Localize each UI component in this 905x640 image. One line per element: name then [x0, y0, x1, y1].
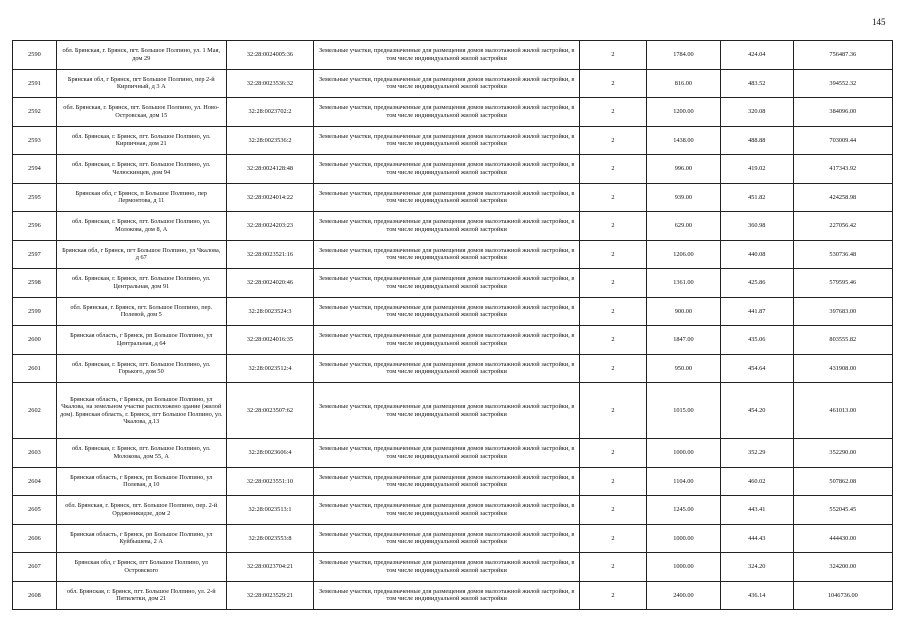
- table-row: [13, 326, 893, 355]
- group-cell: 2: [580, 467, 647, 496]
- area-cell: 900.00: [646, 297, 720, 326]
- cadastral-value-cell: 552045.45: [793, 496, 892, 525]
- group-cell: 2: [580, 354, 647, 383]
- row-number-cell: 2596: [13, 212, 57, 241]
- address-cell: Брянская обл, г Брянск, пгт Большое Полпино, пер 2-й Кирпичный, д 3 А: [56, 69, 226, 98]
- area-cell: 996.00: [646, 155, 720, 184]
- address-cell: обл. Брянская, г. Брянск, пгт. Большое Полпино, ул. Ново-Островская, дом 15: [56, 98, 226, 127]
- table-row: [13, 383, 893, 439]
- cadastral-number-cell: 32:28:0023704:21: [226, 553, 314, 582]
- row-number-cell: 2604: [13, 467, 57, 496]
- table-row: [13, 553, 893, 582]
- row-number-cell: 2606: [13, 524, 57, 553]
- cadastral-number-cell: 32:28:0023513:1: [226, 496, 314, 525]
- table-row: [13, 69, 893, 98]
- address-cell: обл. Брянская, г. Брянск, пгт. Большое Полпино, ул. Горького, дом 50: [56, 354, 226, 383]
- area-cell: 950.00: [646, 354, 720, 383]
- table-row: [13, 354, 893, 383]
- cadastral-value-cell: 530736.48: [793, 240, 892, 269]
- specific-value-cell: 454.20: [720, 383, 793, 439]
- table-row: [13, 467, 893, 496]
- table-row: [13, 98, 893, 127]
- group-cell: 2: [580, 183, 647, 212]
- cadastral-number-cell: 32:28:0024020:46: [226, 269, 314, 298]
- address-cell: Брянская область, г Брянск, рп Большое Полпино, ул Чкалова, на земельном участке расположено здание (жилой дом). Брянская область, г. Брянск, пгт Большое Полпино, ул. Чкалова, д.13: [56, 383, 226, 439]
- permitted-use-cell: Земельные участки, предназначенные для размещения домов малоэтажной жилой застройки, в том числе индивидуальной жилой застройки: [314, 467, 580, 496]
- permitted-use-cell: Земельные участки, предназначенные для размещения домов малоэтажной жилой застройки, в том числе индивидуальной жилой застройки: [314, 41, 580, 70]
- row-number-cell: 2602: [13, 383, 57, 439]
- area-cell: 1104.00: [646, 467, 720, 496]
- permitted-use-cell: Земельные участки, предназначенные для размещения домов малоэтажной жилой застройки, в том числе индивидуальной жилой застройки: [314, 269, 580, 298]
- group-cell: 2: [580, 155, 647, 184]
- area-cell: 1206.00: [646, 240, 720, 269]
- cadastral-number-cell: 32:28:0023521:16: [226, 240, 314, 269]
- area-cell: 1245.00: [646, 496, 720, 525]
- cadastral-value-cell: 461013.00: [793, 383, 892, 439]
- group-cell: 2: [580, 439, 647, 468]
- table-row: [13, 126, 893, 155]
- address-cell: обл. Брянская, г. Брянск, пгт. Большое Полпино, пер. Полевой, дом 5: [56, 297, 226, 326]
- specific-value-cell: 443.41: [720, 496, 793, 525]
- specific-value-cell: 424.04: [720, 41, 793, 70]
- address-cell: обл. Брянская, г. Брянск, пгт. Большое Полпино, ул. Молокова, дом 55, А: [56, 439, 226, 468]
- permitted-use-cell: Земельные участки, предназначенные для размещения домов малоэтажной жилой застройки, в том числе индивидуальной жилой застройки: [314, 98, 580, 127]
- specific-value-cell: 483.52: [720, 69, 793, 98]
- specific-value-cell: 419.02: [720, 155, 793, 184]
- row-number-cell: 2605: [13, 496, 57, 525]
- address-cell: Брянская обл, г Брянск, пгт Большое Полпино, ул Чкалова, д 67: [56, 240, 226, 269]
- area-cell: 816.00: [646, 69, 720, 98]
- group-cell: 2: [580, 524, 647, 553]
- row-number-cell: 2608: [13, 581, 57, 610]
- cadastral-value-cell: 424258.98: [793, 183, 892, 212]
- cadastral-value-cell: 756487.36: [793, 41, 892, 70]
- area-cell: 939.00: [646, 183, 720, 212]
- cadastral-value-cell: 431908.00: [793, 354, 892, 383]
- area-cell: 1438.00: [646, 126, 720, 155]
- row-number-cell: 2599: [13, 297, 57, 326]
- area-cell: 1000.00: [646, 524, 720, 553]
- cadastral-value-cell: 227056.42: [793, 212, 892, 241]
- permitted-use-cell: Земельные участки, предназначенные для размещения домов малоэтажной жилой застройки, в том числе индивидуальной жилой застройки: [314, 126, 580, 155]
- specific-value-cell: 440.08: [720, 240, 793, 269]
- permitted-use-cell: Земельные участки, предназначенные для размещения домов малоэтажной жилой застройки, в том числе индивидуальной жилой застройки: [314, 581, 580, 610]
- cadastral-value-cell: 803555.82: [793, 326, 892, 355]
- row-number-cell: 2597: [13, 240, 57, 269]
- area-cell: 1015.00: [646, 383, 720, 439]
- cadastral-value-cell: 384096.00: [793, 98, 892, 127]
- group-cell: 2: [580, 496, 647, 525]
- table-row: [13, 155, 893, 184]
- registry-table-body: [13, 41, 893, 610]
- group-cell: 2: [580, 212, 647, 241]
- group-cell: 2: [580, 126, 647, 155]
- cadastral-number-cell: 32:28:0024203:23: [226, 212, 314, 241]
- permitted-use-cell: Земельные участки, предназначенные для размещения домов малоэтажной жилой застройки, в том числе индивидуальной жилой застройки: [314, 524, 580, 553]
- address-cell: Брянская область, г Брянск, рп Большое Полпино, ул Полевая, д 10: [56, 467, 226, 496]
- specific-value-cell: 425.86: [720, 269, 793, 298]
- permitted-use-cell: Земельные участки, предназначенные для размещения домов малоэтажной жилой застройки, в том числе индивидуальной жилой застройки: [314, 553, 580, 582]
- specific-value-cell: 352.29: [720, 439, 793, 468]
- area-cell: 1200.00: [646, 98, 720, 127]
- permitted-use-cell: Земельные участки, предназначенные для размещения домов малоэтажной жилой застройки, в том числе индивидуальной жилой застройки: [314, 240, 580, 269]
- address-cell: Брянская обл, г Брянск, пгт Большое Полпино, ул Островского: [56, 553, 226, 582]
- address-cell: Брянская обл, г Брянск, п Большое Полпино, пер Лермонтова, д 11: [56, 183, 226, 212]
- address-cell: обл. Брянская, г. Брянск, пгт. Большое Полпино, ул. Кирпичная, дом 21: [56, 126, 226, 155]
- specific-value-cell: 460.02: [720, 467, 793, 496]
- area-cell: 1784.00: [646, 41, 720, 70]
- land-registry-table: [12, 40, 893, 610]
- group-cell: 2: [580, 269, 647, 298]
- area-cell: 1847.00: [646, 326, 720, 355]
- specific-value-cell: 360.98: [720, 212, 793, 241]
- area-cell: 1000.00: [646, 439, 720, 468]
- cadastral-value-cell: 507862.08: [793, 467, 892, 496]
- row-number-cell: 2600: [13, 326, 57, 355]
- cadastral-number-cell: 32:28:0024016:35: [226, 326, 314, 355]
- permitted-use-cell: Земельные участки, предназначенные для размещения домов малоэтажной жилой застройки, в том числе индивидуальной жилой застройки: [314, 183, 580, 212]
- area-cell: 2400.00: [646, 581, 720, 610]
- cadastral-value-cell: 579595.46: [793, 269, 892, 298]
- group-cell: 2: [580, 98, 647, 127]
- cadastral-number-cell: 32:28:0023702:2: [226, 98, 314, 127]
- row-number-cell: 2598: [13, 269, 57, 298]
- address-cell: обл. Брянская, г. Брянск, пгт. Большое Полпино, ул. 1 Мая, дом 29: [56, 41, 226, 70]
- row-number-cell: 2607: [13, 553, 57, 582]
- address-cell: обл. Брянская, г. Брянск, пгт. Большое Полпино, ул. Центральная, дом 91: [56, 269, 226, 298]
- cadastral-value-cell: 397683.00: [793, 297, 892, 326]
- address-cell: Брянская область, г Брянск, рп Большое Полпино, ул Куйбышева, 2 А: [56, 524, 226, 553]
- cadastral-value-cell: 1046736.00: [793, 581, 892, 610]
- address-cell: обл. Брянская, г. Брянск, пгт. Большое Полпино, ул. 2-й Пятилетки, дом 21: [56, 581, 226, 610]
- cadastral-number-cell: 32:28:0023551:10: [226, 467, 314, 496]
- cadastral-value-cell: 352290.00: [793, 439, 892, 468]
- permitted-use-cell: Земельные участки, предназначенные для размещения домов малоэтажной жилой застройки, в том числе индивидуальной жилой застройки: [314, 439, 580, 468]
- specific-value-cell: 451.82: [720, 183, 793, 212]
- group-cell: 2: [580, 383, 647, 439]
- specific-value-cell: 454.64: [720, 354, 793, 383]
- cadastral-number-cell: 32:28:0024014:22: [226, 183, 314, 212]
- specific-value-cell: 435.06: [720, 326, 793, 355]
- cadastral-value-cell: 394552.32: [793, 69, 892, 98]
- group-cell: 2: [580, 581, 647, 610]
- specific-value-cell: 320.08: [720, 98, 793, 127]
- table-row: [13, 183, 893, 212]
- table-row: [13, 439, 893, 468]
- table-row: [13, 496, 893, 525]
- specific-value-cell: 488.88: [720, 126, 793, 155]
- permitted-use-cell: Земельные участки, предназначенные для размещения домов малоэтажной жилой застройки, в том числе индивидуальной жилой застройки: [314, 496, 580, 525]
- cadastral-value-cell: 417343.92: [793, 155, 892, 184]
- row-number-cell: 2591: [13, 69, 57, 98]
- cadastral-number-cell: 32:28:0023524:3: [226, 297, 314, 326]
- permitted-use-cell: Земельные участки, предназначенные для размещения домов малоэтажной жилой застройки, в том числе индивидуальной жилой застройки: [314, 354, 580, 383]
- cadastral-number-cell: 32:28:0023536:32: [226, 69, 314, 98]
- specific-value-cell: 444.43: [720, 524, 793, 553]
- cadastral-number-cell: 32:28:0023529:21: [226, 581, 314, 610]
- cadastral-number-cell: 32:28:0024005:36: [226, 41, 314, 70]
- row-number-cell: 2594: [13, 155, 57, 184]
- table-row: [13, 581, 893, 610]
- group-cell: 2: [580, 41, 647, 70]
- row-number-cell: 2592: [13, 98, 57, 127]
- row-number-cell: 2595: [13, 183, 57, 212]
- row-number-cell: 2603: [13, 439, 57, 468]
- cadastral-number-cell: 32:28:0023512:4: [226, 354, 314, 383]
- cadastral-number-cell: 32:28:0023507:62: [226, 383, 314, 439]
- table-row: [13, 269, 893, 298]
- page-number: 145: [872, 17, 886, 27]
- table-row: [13, 240, 893, 269]
- address-cell: обл. Брянская, г. Брянск, пгт. Большое Полпино, ул. Челюскинцев, дом 94: [56, 155, 226, 184]
- address-cell: обл. Брянская, г. Брянск, пгт. Большое Полпино, пер. 2-й Орджоникидзе, дом 2: [56, 496, 226, 525]
- cadastral-number-cell: 32:28:0023606:4: [226, 439, 314, 468]
- group-cell: 2: [580, 326, 647, 355]
- permitted-use-cell: Земельные участки, предназначенные для размещения домов малоэтажной жилой застройки, в том числе индивидуальной жилой застройки: [314, 326, 580, 355]
- address-cell: Брянская область, г Брянск, рп Большое Полпино, ул Центральная, д 64: [56, 326, 226, 355]
- group-cell: 2: [580, 69, 647, 98]
- area-cell: 629.00: [646, 212, 720, 241]
- cadastral-number-cell: 32:28:0023536:2: [226, 126, 314, 155]
- row-number-cell: 2593: [13, 126, 57, 155]
- specific-value-cell: 441.87: [720, 297, 793, 326]
- cadastral-number-cell: 32:28:0024128:48: [226, 155, 314, 184]
- table-row: [13, 41, 893, 70]
- cadastral-value-cell: 444430.00: [793, 524, 892, 553]
- group-cell: 2: [580, 553, 647, 582]
- table-row: [13, 524, 893, 553]
- row-number-cell: 2590: [13, 41, 57, 70]
- table-row: [13, 212, 893, 241]
- cadastral-number-cell: 32:28:0023553:8: [226, 524, 314, 553]
- permitted-use-cell: Земельные участки, предназначенные для размещения домов малоэтажной жилой застройки, в том числе индивидуальной жилой застройки: [314, 69, 580, 98]
- cadastral-value-cell: 324200.00: [793, 553, 892, 582]
- specific-value-cell: 436.14: [720, 581, 793, 610]
- permitted-use-cell: Земельные участки, предназначенные для размещения домов малоэтажной жилой застройки, в том числе индивидуальной жилой застройки: [314, 383, 580, 439]
- permitted-use-cell: Земельные участки, предназначенные для размещения домов малоэтажной жилой застройки, в том числе индивидуальной жилой застройки: [314, 297, 580, 326]
- group-cell: 2: [580, 240, 647, 269]
- cadastral-value-cell: 703009.44: [793, 126, 892, 155]
- group-cell: 2: [580, 297, 647, 326]
- area-cell: 1361.00: [646, 269, 720, 298]
- permitted-use-cell: Земельные участки, предназначенные для размещения домов малоэтажной жилой застройки, в том числе индивидуальной жилой застройки: [314, 155, 580, 184]
- row-number-cell: 2601: [13, 354, 57, 383]
- permitted-use-cell: Земельные участки, предназначенные для размещения домов малоэтажной жилой застройки, в том числе индивидуальной жилой застройки: [314, 212, 580, 241]
- specific-value-cell: 324.20: [720, 553, 793, 582]
- table-row: [13, 297, 893, 326]
- address-cell: обл. Брянская, г. Брянск, пгт. Большое Полпино, ул. Молокова, дом 8, А: [56, 212, 226, 241]
- area-cell: 1000.00: [646, 553, 720, 582]
